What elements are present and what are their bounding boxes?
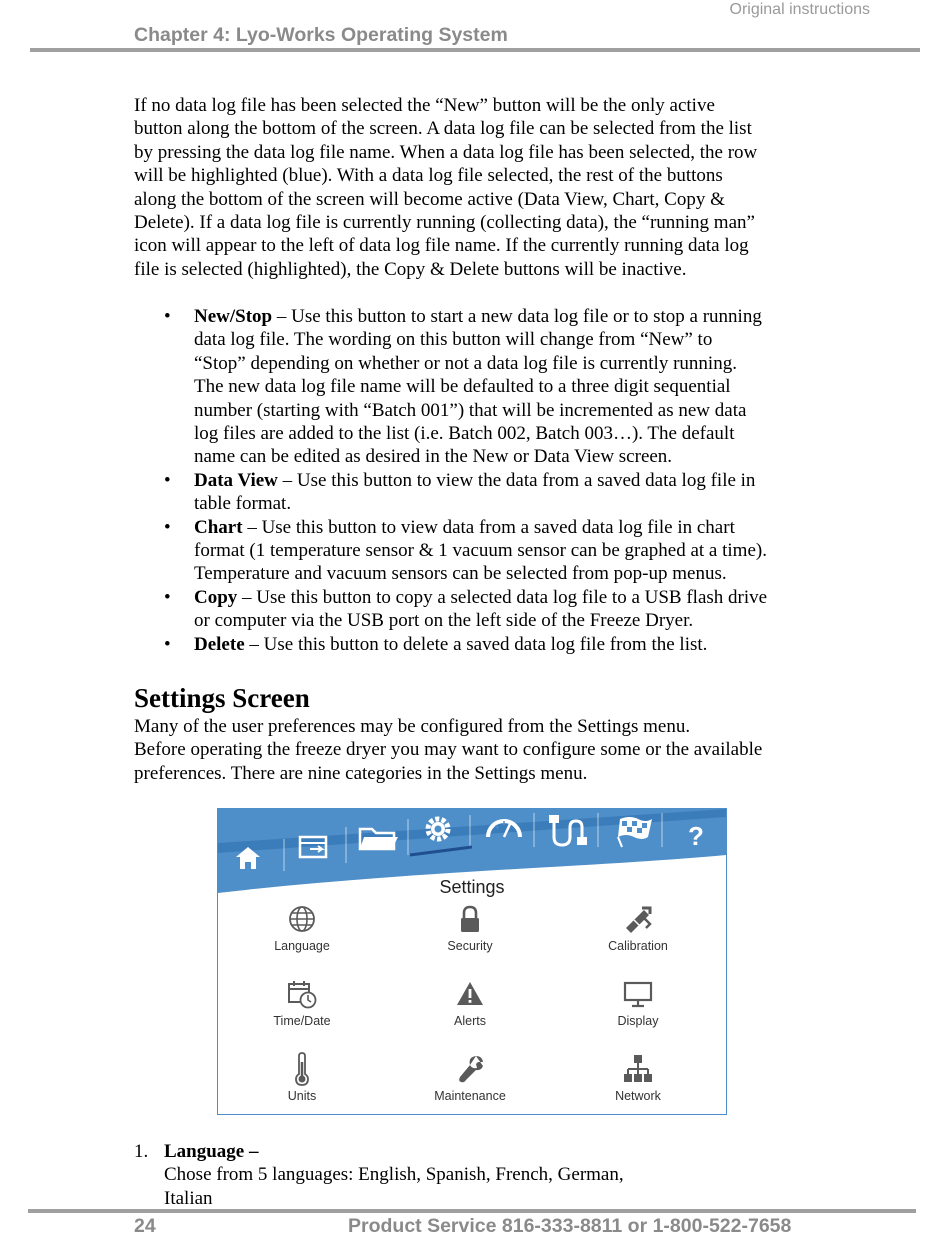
wrench-icon xyxy=(454,1053,486,1085)
tile-label: Units xyxy=(287,1089,317,1103)
text-line: Chose from 5 languages: English, Spanish, French, German, xyxy=(164,1164,624,1186)
bullet-term: Copy xyxy=(194,586,238,608)
text-line: along the bottom of the screen will become active (Data View, Chart, Copy & xyxy=(134,188,725,210)
text-line: icon will appear to the left of data log file name. If the currently running data log xyxy=(134,235,749,257)
list-item xyxy=(134,305,834,469)
settings-tile-time-date[interactable] xyxy=(218,976,386,1028)
header-rule xyxy=(30,48,920,52)
text-line: name can be edited as desired in the New or Data View screen. xyxy=(194,446,673,468)
calendar-clock-icon xyxy=(286,979,318,1009)
help-icon[interactable]: ? xyxy=(688,821,704,851)
bullet-term: New/Stop xyxy=(194,306,273,327)
tile-label: Security xyxy=(447,939,493,953)
bullet-dot: • xyxy=(164,516,171,538)
settings-tile-display[interactable] xyxy=(554,976,722,1028)
settings-paragraph xyxy=(134,715,762,785)
bullet-term: Data View xyxy=(194,469,278,491)
list-item xyxy=(134,633,834,656)
globe-icon xyxy=(287,904,317,934)
list-item xyxy=(134,586,834,633)
text-line: format (1 temperature sensor & 1 vacuum sensor can be graphed at a time). xyxy=(194,540,767,562)
tile-label: Time/Date xyxy=(273,1014,331,1028)
text-line: – Use this button to delete a saved data log file from the list. xyxy=(244,633,708,655)
text-line: – Use this button to copy a selected data log file to a USB flash drive xyxy=(237,586,768,608)
tile-label: Maintenance xyxy=(434,1089,506,1103)
lock-icon xyxy=(455,904,485,934)
thermometer-icon xyxy=(287,1052,317,1086)
panel-title: Settings xyxy=(439,877,505,897)
bullet-term: Delete xyxy=(194,633,245,655)
text-line: data log file. The wording on this button will change from “New” to xyxy=(194,329,713,351)
text-line: – Use this button to start a new data log file or to stop a running xyxy=(272,306,762,327)
text-line: If no data log file has been selected the “New” button will be the only active xyxy=(134,95,715,116)
footer-contact: Product Service 816-333-8811 or 1-800-522-7658 xyxy=(348,1215,792,1237)
settings-tile-language[interactable] xyxy=(218,901,386,953)
text-line: by pressing the data log file name. When a data log file has been selected, the row xyxy=(134,141,758,163)
page-number: 24 xyxy=(134,1215,156,1237)
bullet-dot: • xyxy=(164,306,171,327)
text-line: button along the bottom of the screen. A data log file can be selected from the list xyxy=(134,118,752,140)
intro-paragraph xyxy=(134,94,824,281)
settings-screenshot xyxy=(217,808,727,1115)
item-term: Language – xyxy=(164,1141,259,1162)
tile-label: Alerts xyxy=(454,1014,486,1028)
list-item xyxy=(134,516,834,586)
text-line: “Stop” depending on whether or not a data log file is currently running. xyxy=(194,352,737,374)
settings-tile-maintenance[interactable] xyxy=(386,1051,554,1103)
text-line: – Use this button to view data from a saved data log file in chart xyxy=(242,516,735,538)
button-descriptions-list xyxy=(134,305,834,656)
list-item xyxy=(134,469,834,516)
text-line: Temperature and vacuum sensors can be selected from pop-up menus. xyxy=(194,563,727,585)
settings-tile-units[interactable] xyxy=(218,1051,386,1103)
text-line: will be highlighted (blue). With a data log file selected, the rest of the buttons xyxy=(134,165,723,187)
network-icon xyxy=(622,1053,654,1085)
chapter-title: Chapter 4: Lyo-Works Operating System xyxy=(134,24,508,46)
text-line: The new data log file name will be defaulted to a three digit sequential xyxy=(194,376,731,398)
text-line: – Use this button to view the data from a saved data log file in xyxy=(277,469,756,491)
text-line: table format. xyxy=(194,493,292,515)
caliper-icon xyxy=(622,904,654,934)
monitor-icon xyxy=(622,979,654,1009)
section-heading: Settings Screen xyxy=(134,683,310,713)
text-line: Many of the user preferences may be configured from the Settings menu. xyxy=(134,716,691,737)
text-line: Italian xyxy=(164,1187,213,1209)
tile-label: Network xyxy=(615,1089,661,1103)
original-instructions-label: Original instructions xyxy=(729,1,870,18)
bullet-term: Chart xyxy=(194,516,243,538)
bullet-dot: • xyxy=(164,633,171,655)
settings-tile-network[interactable] xyxy=(554,1051,722,1103)
tile-label: Display xyxy=(617,1014,659,1028)
tile-label: Language xyxy=(274,939,330,953)
warning-icon xyxy=(455,979,485,1009)
text-line: Delete). If a data log file is currently running (collecting data), the “running man” xyxy=(134,212,755,234)
text-line: Before operating the freeze dryer you may want to configure some or the available xyxy=(134,739,763,761)
bullet-dot: • xyxy=(164,586,171,608)
footer-rule xyxy=(28,1209,916,1213)
tile-label: Calibration xyxy=(608,939,668,953)
text-line: preferences. There are nine categories in the Settings menu. xyxy=(134,762,588,784)
settings-tile-calibration[interactable] xyxy=(554,901,722,953)
item-number: 1. xyxy=(134,1141,149,1162)
text-line: number (starting with “Batch 001”) that will be incremented as new data xyxy=(194,399,747,421)
bullet-dot: • xyxy=(164,469,171,491)
settings-tile-security[interactable] xyxy=(386,901,554,953)
settings-tile-alerts[interactable] xyxy=(386,976,554,1028)
text-line: file is selected (highlighted), the Copy & Delete buttons will be inactive. xyxy=(134,258,687,280)
text-line: log files are added to the list (i.e. Batch 002, Batch 003…). The default xyxy=(194,423,735,445)
text-line: or computer via the USB port on the left side of the Freeze Dryer. xyxy=(194,610,694,632)
